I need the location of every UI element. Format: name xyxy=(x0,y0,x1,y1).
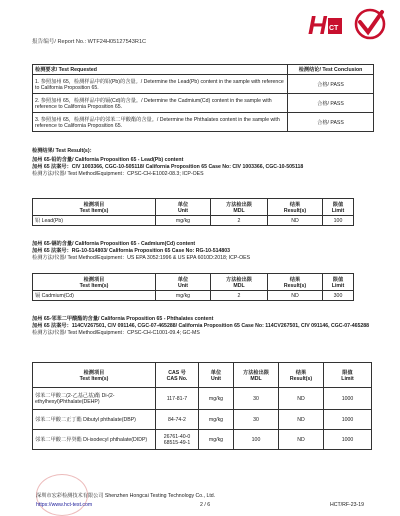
phthalates-table xyxy=(32,362,372,450)
unit: mg/kg xyxy=(199,430,234,450)
results-heading: 检测结果/ Test Result(s)： xyxy=(32,148,95,154)
request-text: 3. 参照加州 65，检测样品中的邻苯二甲酸酯的含量。/ Determine the Phthalates content in the sample with reference to California Proposition 65. xyxy=(33,113,288,132)
col-limit: 限值 Limit xyxy=(323,274,354,291)
cadmium-title: 加州 65-镉的含量/ California Proposition 65 - Cadmium(Cd) content xyxy=(32,241,196,247)
lead-title: 加州 65-铅的含量/ California Proposition 65 - Lead(Pb) content xyxy=(32,157,184,163)
footer-page-number: 2 / 6 xyxy=(200,502,211,508)
mdl: 100 xyxy=(234,430,279,450)
lead-case: 加州 65 法案号：CIV 1003366, CGC-10-505118/ California Proposition 65 Case No: CIV 1003366, CGC-10-505118 xyxy=(32,164,304,171)
test-requested-table xyxy=(32,64,374,132)
table-row xyxy=(33,430,372,450)
col-unit: 单位 Unit xyxy=(156,274,211,291)
col-cas-no: CAS 号 CAS No. xyxy=(156,363,199,388)
col-limit: 限值 Limit xyxy=(324,363,372,388)
result: ND xyxy=(268,216,323,226)
col-mdl: 方法检出限 MDL xyxy=(211,199,268,216)
test-item: 邻苯二甲酸二正丁酯 Dibutyl phthalate(DBP) xyxy=(33,410,156,430)
col-test-item: 检测项目 Test Item(s) xyxy=(33,363,156,388)
phthalates-title: 加州 65-邻苯二甲酸酯的含量/ California Proposition 65 - Phthalates content xyxy=(32,316,214,322)
col-test-item: 检测项目 Test Item(s) xyxy=(33,274,156,291)
result: ND xyxy=(279,388,324,410)
request-text: 2. 参照加州 65，检测样品中的镉(Cd)的含量。/ Determine the Cadmium(Cd) content in the sample with reference to California Proposition 65. xyxy=(33,94,288,113)
limit: 1000 xyxy=(324,410,372,430)
cadmium-method: 检测方法/仪器/ Test Method/Equipment：US EPA 3052:1996 & US EPA 6010D:2018; ICP-OES xyxy=(32,255,251,262)
table-row xyxy=(33,216,354,226)
mdl: 30 xyxy=(234,410,279,430)
mdl: 2 xyxy=(211,291,268,301)
col-result: 结果 Result(s) xyxy=(268,274,323,291)
cas-no: 26761-40-0 68515-49-1 xyxy=(156,430,199,450)
col-unit: 单位 Unit xyxy=(156,199,211,216)
cadmium-table xyxy=(32,273,354,301)
hct-logo-icon xyxy=(282,4,392,44)
table-row xyxy=(33,291,354,301)
unit: mg/kg xyxy=(156,291,211,301)
phthalates-section xyxy=(32,316,377,338)
unit: mg/kg xyxy=(199,388,234,410)
test-item: 邻苯二甲酸二异癸酯 Di-isodecyl phthalate(DIDP) xyxy=(33,430,156,450)
conclusion-value: 合格/ PASS xyxy=(288,94,374,113)
svg-text:H: H xyxy=(308,10,327,40)
table-row xyxy=(33,113,374,132)
conclusion-value: 合格/ PASS xyxy=(288,113,374,132)
request-text: 1. 参照加州 65，检测样品中的铅(Pb)的含量。/ Determine the Lead(Pb) content in the sample with reference to California Proposition 65. xyxy=(33,75,288,94)
col-test-conclusion: 检测结论/ Test Conclusion xyxy=(288,65,374,75)
mdl: 30 xyxy=(234,388,279,410)
limit: 100 xyxy=(323,216,354,226)
limit: 300 xyxy=(323,291,354,301)
cadmium-case: 加州 65 法案号：RG-10-514803/ California Proposition 65 Case No: RG-10-514803 xyxy=(32,248,231,255)
phthalates-method: 检测方法/仪器/ Test Method/Equipment：CPSC-CH-C1001-09.4; GC-MS xyxy=(32,330,200,337)
col-unit: 单位 Unit xyxy=(199,363,234,388)
company-logo xyxy=(282,4,392,44)
svg-text:CT: CT xyxy=(329,25,339,32)
lead-section xyxy=(32,157,377,179)
col-test-requested: 检测要求/ Test Requested xyxy=(33,65,288,75)
result: ND xyxy=(279,430,324,450)
footer-company: 深圳市宏彩检测技术有限公司 Shenzhen Hongcai Testing Technology Co., Ltd. xyxy=(36,493,216,499)
result: ND xyxy=(268,291,323,301)
footer-doc-number: HCT/RF-23-19 xyxy=(330,502,365,508)
cadmium-section xyxy=(32,241,377,263)
footer-website-link[interactable]: https://www.hct-test.com xyxy=(36,502,93,508)
col-result: 结果 Result(s) xyxy=(279,363,324,388)
test-item: 铅 Lead(Pb) xyxy=(33,216,156,226)
col-limit: 限值 Limit xyxy=(323,199,354,216)
phthalates-case: 加州 65 法案号：114CV267501, CIV 091146, CGC-07-465288/ California Proposition 65 Case No: 114CV267501, CIV 091146, CGC-07-465288 xyxy=(32,323,370,330)
table-row xyxy=(33,94,374,113)
cas-no: 84-74-2 xyxy=(156,410,199,430)
mdl: 2 xyxy=(211,216,268,226)
col-result: 结果 Result(s) xyxy=(268,199,323,216)
table-row xyxy=(33,75,374,94)
col-mdl: 方法检出限 MDL xyxy=(234,363,279,388)
cas-no: 117-81-7 xyxy=(156,388,199,410)
unit: mg/kg xyxy=(156,216,211,226)
lead-method: 检测方法/仪器/ Test Method/Equipment：CPSC-CH-E1002-08.3; ICP-OES xyxy=(32,171,204,178)
test-item: 镉 Cadmium(Cd) xyxy=(33,291,156,301)
test-item: 邻苯二甲酸二(2-乙基己基)酯 Di-(2-ethylhexyl)Phthalate(DEHP) xyxy=(33,388,156,410)
col-test-item: 检测项目 Test Item(s) xyxy=(33,199,156,216)
conclusion-value: 合格/ PASS xyxy=(288,75,374,94)
unit: mg/kg xyxy=(199,410,234,430)
limit: 1000 xyxy=(324,388,372,410)
report-number: 报告编号/ Report No.: WTF24H05127543R1C xyxy=(32,39,147,45)
limit: 1000 xyxy=(324,430,372,450)
table-row xyxy=(33,410,372,430)
lead-table xyxy=(32,198,354,226)
result: ND xyxy=(279,410,324,430)
table-row xyxy=(33,388,372,410)
col-mdl: 方法检出限 MDL xyxy=(211,274,268,291)
